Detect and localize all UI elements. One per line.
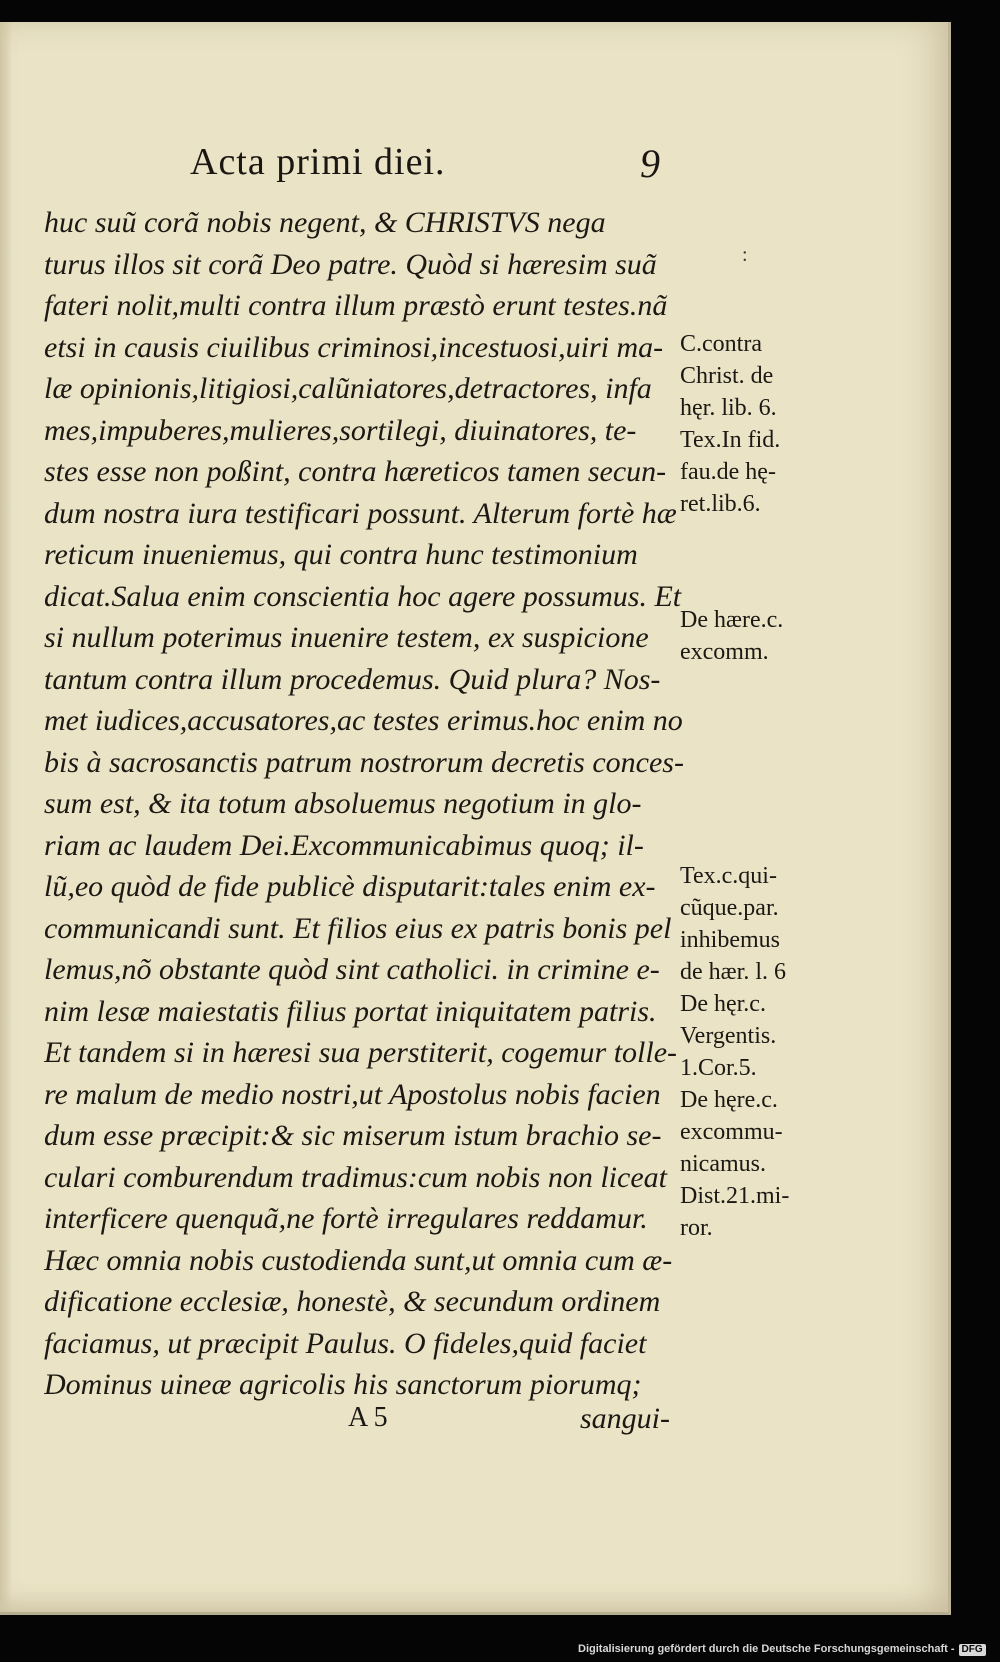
- body-line: etsi in causis ciuilibus criminosi,incestuosi,uiri ma-: [44, 330, 664, 364]
- body-line: reticum inueniemus, qui contra hunc testimonium: [44, 538, 638, 571]
- body-line: lũ,eo quòd de fide publicè disputarit:tales enim ex-: [44, 870, 656, 903]
- note-line: excomm.: [680, 639, 769, 665]
- body-line: riam ac laudem Dei.Excommunicabimus quoq; il-: [44, 828, 644, 862]
- body-line: Et tandem si in hæresi sua perstiterit, cogemur tolle-: [44, 1036, 678, 1069]
- body-line: met iudices,accusatores,ac testes erimus.hoc enim no: [44, 704, 683, 737]
- body-line: bis à sacrosanctis patrum nostrorum decretis conces-: [44, 745, 684, 779]
- note-line: Tex.c.qui-: [680, 863, 777, 889]
- book-page: [0, 22, 951, 1615]
- body-line: turus illos sit corã Deo patre. Quòd si hæresim suã: [44, 247, 657, 281]
- note-line: nicamus.: [680, 1151, 766, 1177]
- body-line: dificatione ecclesiæ, honestè, & secundum ordinem: [44, 1285, 661, 1318]
- note-line: Dist.21.mi-: [680, 1183, 790, 1209]
- body-line: Dominus uineæ agricolis his sanctorum piorumq;: [44, 1368, 642, 1401]
- body-line: tantum contra illum procedemus. Quid plura? Nos-: [44, 662, 661, 696]
- body-line: dicat.Salua enim conscientia hoc agere possumus. Et: [44, 579, 682, 613]
- note-line: excommu-: [680, 1119, 783, 1145]
- note-line: De hęr.c.: [680, 991, 766, 1017]
- body-line: si nullum poterimus inuenire testem, ex suspicione: [44, 621, 649, 654]
- note-line: Vergentis.: [680, 1023, 777, 1049]
- credit-text: Digitalisierung gefördert durch die Deutsche Forschungsgemeinschaft -: [578, 1643, 955, 1655]
- note-line: inhibemus: [680, 927, 780, 953]
- body-line: lemus,nõ obstante quòd sint catholici. in crimine e-: [44, 953, 660, 986]
- note-line: fau.de hę-: [680, 459, 776, 485]
- body-line: stes esse non poßint, contra hæreticos tamen secun-: [44, 455, 667, 488]
- dfg-logo: DFG: [959, 1644, 986, 1656]
- body-line: huc suũ corã nobis negent, & CHRISTVS nega: [44, 206, 606, 239]
- body-line: communicandi sunt. Et filios eius ex patris bonis pel: [44, 911, 672, 945]
- page-edge-shadow: [0, 22, 12, 1612]
- body-line: mes,impuberes,mulieres,sortilegi, diuinatores, te-: [44, 413, 637, 447]
- body-line: fateri nolit,multi contra illum præstò erunt testes.nã: [44, 289, 668, 322]
- digitization-credit: [578, 1643, 986, 1656]
- body-text: [44, 202, 684, 1406]
- note-line: De hære.c.: [680, 607, 784, 633]
- margin-note: [680, 860, 850, 1244]
- running-head: Acta primi diei.: [190, 141, 446, 183]
- signature-mark: A 5: [348, 1402, 388, 1433]
- margin-note: [680, 328, 850, 520]
- note-line: cũque.par.: [680, 895, 779, 921]
- body-line: dum nostra iura testificari possunt. Alterum fortè hæ: [44, 496, 677, 530]
- note-line: de hær. l. 6: [680, 959, 786, 985]
- page-number: 9: [640, 141, 660, 186]
- note-line: ror.: [680, 1215, 713, 1241]
- body-line: re malum de medio nostri,ut Apostolus nobis facien: [44, 1077, 661, 1111]
- body-line: sum est, & ita totum absoluemus negotium in glo-: [44, 787, 642, 820]
- body-line: culari comburendum tradimus:cum nobis non liceat: [44, 1160, 667, 1194]
- note-line: ret.lib.6.: [680, 491, 761, 517]
- note-line: C.contra: [680, 331, 762, 357]
- margin-mark: :: [742, 244, 748, 266]
- catchword: sangui-: [580, 1402, 670, 1435]
- note-line: Tex.In fid.: [680, 427, 781, 453]
- body-line: nim lesæ maiestatis filius portat iniquitatem patris.: [44, 994, 657, 1028]
- body-line: faciamus, ut præcipit Paulus. O fideles,quid faciet: [44, 1326, 647, 1360]
- note-line: 1.Cor.5.: [680, 1055, 757, 1081]
- note-line: Christ. de: [680, 363, 774, 389]
- body-line: Hæc omnia nobis custodienda sunt,ut omnia cum æ-: [44, 1243, 673, 1277]
- body-line: dum esse præcipit:& sic miserum istum brachio se-: [44, 1119, 662, 1152]
- margin-note: [680, 604, 850, 668]
- note-line: De hęre.c.: [680, 1087, 778, 1113]
- note-line: hęr. lib. 6.: [680, 395, 777, 421]
- body-line: læ opinionis,litigiosi,calũniatores,detractores, infa: [44, 372, 652, 405]
- body-line: interficere quenquã,ne fortè irregulares reddamur.: [44, 1202, 648, 1235]
